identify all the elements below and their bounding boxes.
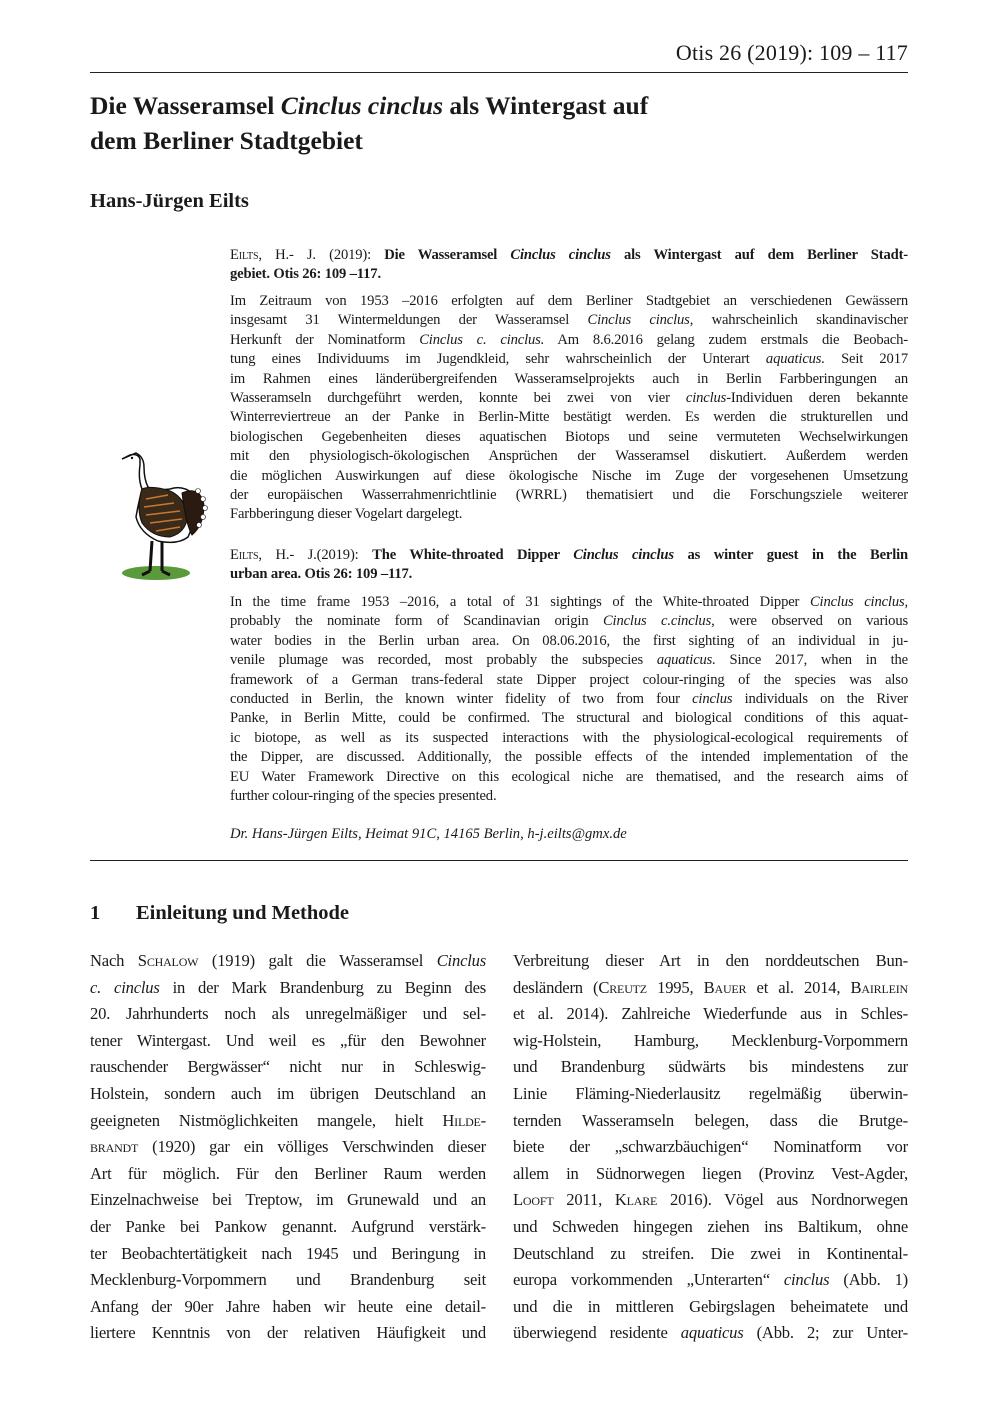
title-text: als Wintergast auf — [443, 91, 649, 120]
text-line — [90, 1320, 486, 1347]
text-line — [513, 948, 908, 975]
text-line — [230, 370, 908, 389]
text-segment: further colour-ringing of the species presented. — [230, 788, 497, 805]
text-line — [90, 948, 486, 975]
text-line — [230, 292, 908, 311]
text-segment: Holstein, sondern auch im übrigen Deutschland an — [90, 1083, 486, 1103]
author-affiliation: Dr. Hans-Jürgen Eilts, Heimat 91C, 14165 Berlin, h-j.eilts@gmx.de — [230, 826, 627, 842]
text-segment: , H.- J.(2019): — [258, 547, 373, 563]
text-line — [90, 1081, 486, 1108]
text-segment: water bodies in the Berlin urban area. On 08.06.2016, the first sighting of an individual in ju- — [230, 632, 908, 649]
text-line — [513, 1187, 908, 1214]
text-line — [230, 265, 908, 284]
text-line — [513, 1108, 908, 1135]
text-segment: tener Wintergast. Und weil es „für den Bewohner — [90, 1030, 486, 1050]
text-segment: ter Beobachtertätigkeit nach 1945 und Beringung in — [90, 1243, 486, 1263]
species-name: Cinclus cinclus — [587, 312, 690, 329]
text-segment: (Abb. 1) — [829, 1270, 908, 1290]
text-segment: Panke, in Berlin Mitte, could be confirmed. The structural and biological conditions of this aquat- — [230, 710, 908, 727]
text-line — [90, 1294, 486, 1321]
text-line — [90, 1054, 486, 1081]
text-segment: im Rahmen eines länderübergreifenden Wasseramselprojekts auch in Berlin Farbberingungen an — [230, 370, 908, 387]
title-species: Cinclus cinclus — [280, 91, 444, 120]
text-line — [513, 1054, 908, 1081]
text-line — [230, 768, 908, 787]
text-segment: (1919) galt die Wasseramsel — [198, 951, 437, 970]
species-name: Cinclus cinclus — [573, 547, 674, 563]
species-name: aquaticus. — [656, 652, 716, 669]
text-segment: Einzelnachweise bei Treptow, im Grunewald und an — [90, 1190, 486, 1210]
text-segment: 2016). Vögel aus Nordnorwegen — [657, 1190, 908, 1210]
author-citation-name: Eilts — [230, 547, 259, 563]
text-segment: -Individuen deren bekannte — [726, 390, 908, 407]
text-segment: the Dipper, are discussed. Additionally, the possible effects of the intended implementation of the — [230, 749, 908, 766]
text-line — [513, 1267, 908, 1294]
author-citation-name: Schalow — [137, 951, 199, 970]
title-text: Die Wasseramsel — [90, 91, 281, 120]
text-segment: Deutschland zu streifen. Die zwei in Kontinental- — [513, 1243, 908, 1263]
text-line — [230, 748, 908, 767]
text-segment: tung eines Individuums im Jugendkleid, sehr wahrscheinlich der Unterart — [230, 351, 766, 368]
text-line — [90, 975, 486, 1002]
text-line — [90, 1187, 486, 1214]
text-segment: Wasseramseln durchgeführt werden, konnte bei zwei von vier — [230, 390, 686, 407]
text-segment: Linie Fläming-Niederlausitz regelmäßig überwin- — [513, 1083, 908, 1103]
text-segment: Am 8.6.2016 gelang zudem erstmals die Beobach- — [544, 331, 908, 348]
text-line — [513, 1214, 908, 1241]
section-number: 1 — [90, 902, 101, 924]
species-name: Cinclus c. cinclus. — [419, 331, 545, 348]
text-segment: et al. 2014, — [746, 977, 851, 997]
text-segment: urban area. Otis 26: 109 –117. — [230, 566, 413, 583]
text-line — [90, 1028, 486, 1055]
text-line — [230, 505, 908, 524]
text-segment: der europäischen Wasserrahmenrichtlinie (WRRL) thematisiert und die Forschungsziele weiterer — [230, 487, 908, 504]
abstract-german — [230, 292, 908, 525]
author-citation-name: Hilde- — [442, 1110, 486, 1130]
title-text: dem Berliner Stadtgebiet — [90, 126, 363, 155]
text-segment: Winterreviertreue an der Panke in Berlin-Mitte bestätigt werden. Es werden die strukturellen und — [230, 409, 908, 426]
text-segment: framework of a German trans-federal state Dipper project colour-ringing of the species was also — [230, 671, 908, 688]
text-segment: In the time frame 1953 –2016, a total of 31 sightings of the White-throated Dipper — [230, 594, 810, 610]
text-segment: gebiet. Otis 26: 109 –117. — [230, 266, 381, 283]
text-segment: geeigneten Nistmöglichkeiten mangele, hielt — [90, 1110, 443, 1130]
text-segment: Art für möglich. Für den Berliner Raum werden — [90, 1163, 486, 1183]
text-segment: as winter guest in the Berlin — [673, 547, 909, 563]
section-title: Einleitung und Methode — [136, 902, 350, 924]
species-name: Cinclus cinclus, — [809, 594, 908, 610]
text-segment: europa vorkommenden „Unterarten“ — [513, 1270, 784, 1290]
text-line — [513, 1001, 908, 1028]
text-segment: Nach — [90, 951, 138, 970]
author-citation-name: Bairlein — [850, 977, 908, 997]
text-line — [230, 671, 908, 690]
text-segment: conducted in Berlin, the known winter fidelity of two from four — [230, 691, 693, 708]
text-segment: 1995, — [646, 977, 704, 997]
text-segment: Mecklenburg-Vorpommern und Brandenburg seit — [90, 1270, 486, 1290]
text-line — [90, 1267, 486, 1294]
text-segment: Anfang der 90er Jahre haben wir heute eine detail- — [90, 1296, 486, 1316]
species-name: aquaticus. — [765, 351, 825, 368]
body-column-right — [513, 948, 908, 1347]
text-line — [513, 1028, 908, 1055]
species-name: Cinclus c.cinclus — [602, 613, 712, 630]
article-title — [90, 88, 648, 158]
text-segment: und die in mittleren Gebirgslagen beheimatete und — [513, 1296, 908, 1316]
text-segment: venile plumage was recorded, most probably the subspecies — [230, 652, 657, 669]
text-line — [230, 331, 908, 350]
text-line — [230, 632, 908, 651]
text-line — [230, 350, 908, 369]
text-segment: die möglichen Auswirkungen auf diese ökologische Nische im Zuge der vorgesehenen Umsetzung — [230, 467, 908, 484]
text-segment: ic biotope, as well as its suspected interactions with the physiological-ecological requirements of — [230, 729, 908, 746]
great-bustard-logo — [108, 445, 208, 590]
author-citation-name: Klare — [614, 1190, 658, 1210]
species-name: aquaticus — [680, 1323, 744, 1343]
text-line — [230, 311, 908, 330]
species-name: Cinclus — [436, 951, 486, 970]
species-name: cinclus — [692, 691, 733, 708]
author-name: Hans-Jürgen Eilts — [90, 190, 249, 212]
text-line — [230, 447, 908, 466]
header-rule — [90, 72, 908, 73]
text-line — [513, 1294, 908, 1321]
text-segment: Die Wasseramsel — [384, 247, 511, 263]
text-segment: als Wintergast auf dem Berliner Stadt- — [610, 247, 908, 263]
text-segment: mit den physiologisch-ökologischen Ansprüchen der Wasseramsel diskutiert. Außerdem werden — [230, 448, 908, 465]
text-segment: liertere Kenntnis von der relativen Häufigkeit und — [90, 1323, 486, 1343]
citation-german — [230, 246, 908, 285]
text-line — [513, 975, 908, 1002]
citation-english — [230, 546, 908, 585]
text-line — [230, 709, 908, 728]
text-line — [90, 1241, 486, 1268]
text-line — [230, 565, 908, 584]
text-segment: (1920) gar ein völliges Verschwinden dieser — [138, 1137, 486, 1157]
text-line — [90, 1161, 486, 1188]
body-column-left — [90, 948, 486, 1347]
text-line — [90, 1108, 486, 1135]
text-segment: Im Zeitraum von 1953 –2016 erfolgten auf dem Berliner Stadtgebiet an verschiedenen Gewässern — [230, 293, 908, 309]
text-segment: biete der „schwarzbäuchigen“ Nominatform vor — [513, 1137, 908, 1157]
text-segment: biologischen Gegebenheiten dieses aquatischen Biotops und seine vermuteten Wechselwirkungen — [230, 428, 908, 445]
text-line — [230, 690, 908, 709]
text-segment: The White-throated Dipper — [372, 547, 574, 563]
text-segment: Verbreitung dieser Art in den norddeutschen Bun- — [513, 951, 908, 970]
text-segment: und Schweden hingegen ziehen ins Baltikum, ohne — [513, 1216, 908, 1236]
text-segment: Farbberingung dieser Vogelart dargelegt. — [230, 506, 463, 523]
text-segment: desländern ( — [513, 977, 599, 997]
text-segment: , wahrscheinlich skandinavischer — [689, 312, 908, 329]
author-citation-name: Creutz — [598, 977, 647, 997]
text-segment: 20. Jahrhunderts noch als unregelmäßiger und sel- — [90, 1004, 486, 1024]
text-segment: individuals on the River — [732, 691, 908, 708]
text-segment: Since 2017, when in the — [715, 652, 908, 669]
text-segment: Herkunft der Nominatform — [230, 331, 420, 348]
text-segment: 2011, — [553, 1190, 615, 1210]
abstract-english — [230, 593, 908, 806]
species-name: Cinclus cinclus — [510, 247, 611, 263]
text-line — [230, 467, 908, 486]
author-citation-name: Eilts — [230, 247, 259, 263]
text-segment: et al. 2014). Zahlreiche Wiederfunde aus in Schles- — [513, 1004, 908, 1024]
text-segment: in der Mark Brandenburg zu Beginn des — [159, 977, 486, 997]
text-segment: probably the nominate form of Scandinavian origin — [230, 613, 603, 630]
species-name: c. cinclus — [90, 977, 160, 997]
author-citation-name: Bauer — [703, 977, 747, 997]
text-segment: Seit 2017 — [824, 351, 909, 368]
text-segment: EU Water Framework Directive on this ecological niche are thematised, and the research aims of — [230, 768, 908, 785]
species-name: cinclus — [783, 1270, 830, 1290]
text-segment: , were observed on various — [711, 613, 909, 630]
text-line — [230, 546, 908, 565]
text-segment: , H.- J. (2019): — [258, 247, 385, 263]
author-citation-name: brandt — [90, 1137, 139, 1157]
text-line — [230, 612, 908, 631]
text-line — [230, 246, 908, 265]
text-line — [513, 1161, 908, 1188]
text-segment: und Brandenburg südwärts bis mindestens zur — [513, 1057, 908, 1077]
text-line — [90, 1214, 486, 1241]
text-segment: insgesamt 31 Wintermeldungen der Wasseramsel — [230, 312, 588, 329]
text-segment: rauschender Bergwässer“ nicht nur in Schleswig- — [90, 1057, 486, 1077]
text-line — [230, 729, 908, 748]
author-citation-name: Looft — [513, 1190, 554, 1210]
text-line — [513, 1134, 908, 1161]
text-line — [230, 787, 908, 806]
text-line — [513, 1081, 908, 1108]
text-segment: der Panke bei Pankow genannt. Aufgrund verstärk- — [90, 1216, 486, 1236]
section-heading — [90, 902, 349, 925]
journal-reference: Otis 26 (2019): 109 – 117 — [675, 40, 908, 65]
text-segment: ternden Wasseramseln belegen, dass die Brutge- — [513, 1110, 908, 1130]
text-line — [230, 389, 908, 408]
text-line — [513, 1241, 908, 1268]
text-line — [230, 593, 908, 612]
abstract-rule — [90, 860, 908, 861]
text-line — [90, 1001, 486, 1028]
text-line — [230, 486, 908, 505]
text-segment: überwiegend residente — [513, 1323, 681, 1343]
text-segment: (Abb. 2; zur Unter- — [743, 1323, 908, 1343]
text-line — [230, 651, 908, 670]
text-line — [230, 408, 908, 427]
text-segment: wig-Holstein, Hamburg, Mecklenburg-Vorpommern — [513, 1030, 908, 1050]
text-line — [513, 1320, 908, 1347]
text-line — [230, 428, 908, 447]
text-line — [90, 1134, 486, 1161]
species-name: cinclus — [685, 390, 727, 407]
text-segment: allem in Südnorwegen liegen (Provinz Vest-Agder, — [513, 1163, 908, 1183]
